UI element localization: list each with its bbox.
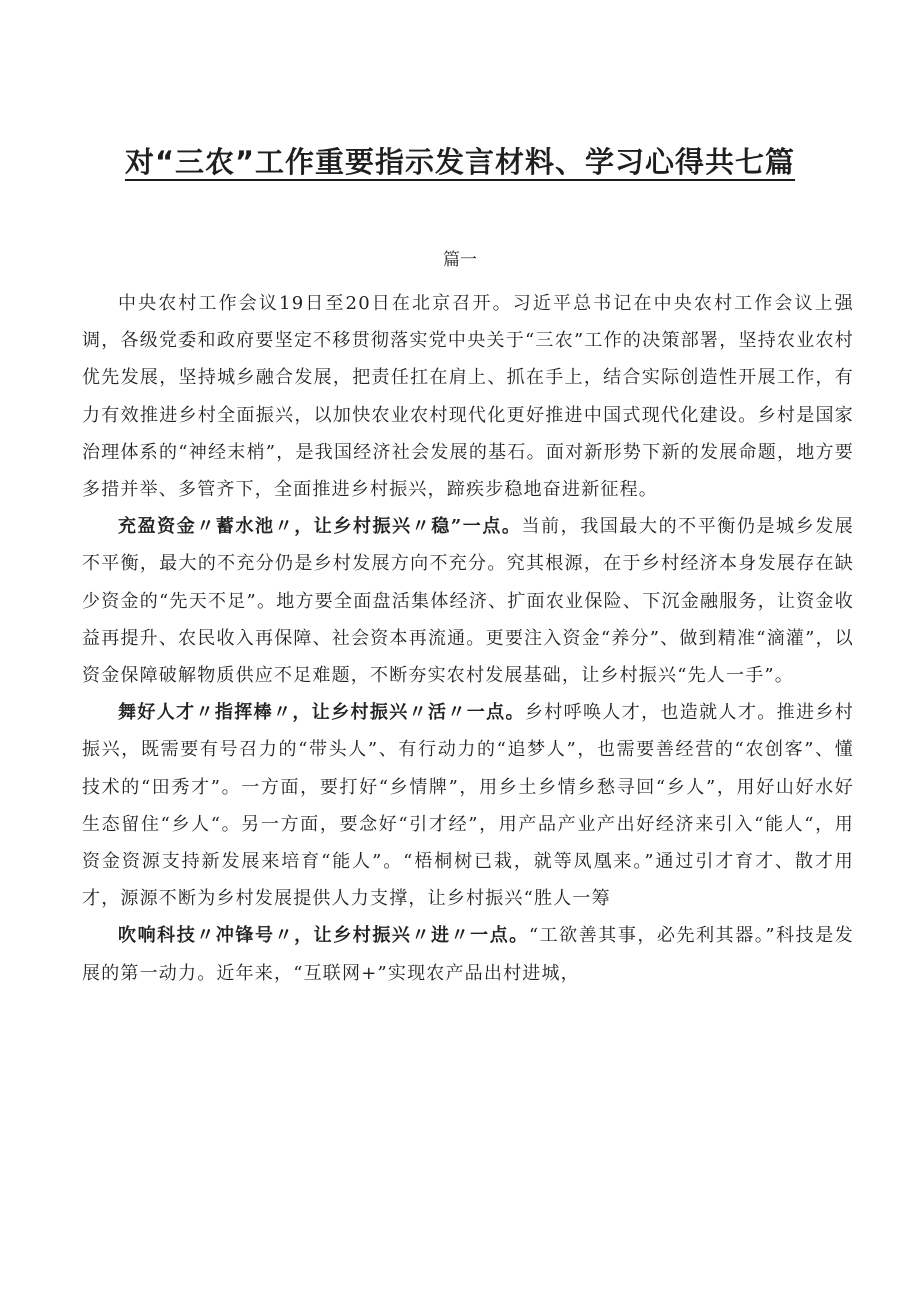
document-body [82,285,854,992]
paragraph-lead: 充盈资金〃蓄水池〃，让乡村振兴〃稳”一点。 [118,516,522,538]
paragraph-text: 乡村呼唤人才，也造就人才。推进乡村振兴，既需要有号召力的“带头人”、有行动力的“追梦人”，也需要善经营的“农创客”、懂技术的“田秀才”。一方面，要打好“乡情牌”，用乡土乡情乡愁寻回“乡人”，用好山好水好生态留住“乡人“。另一方面，要念好“引才经”，用产品产业产出好经济来引入“能人“，用资金资源支持新发展来培育“能人”。“梧桐树已栽，就等凤凰来。”通过引才育才、散才用才，源源不断为乡村发展提供人力支撑，让乡村振兴“胜人一筹 [82,702,854,910]
section-heading: 篇一 [443,250,477,270]
paragraph-4 [82,917,854,991]
document-title: 对“三农”工作重要指示发言材料、学习心得共七篇 [124,145,796,179]
paragraph-3 [82,694,854,917]
paragraph-text: 当前，我国最大的不平衡仍是城乡发展不平衡，最大的不充分仍是乡村发展方向不充分。究其根源，在于乡村经济本身发展存在缺少资金的“先天不足”。地方要全面盘活集体经济、扩面农业保险、下沉金融服务，让资金收益再提升、农民收入再保障、社会资本再流通。更要注入资金“养分”、做到精准“滴灌”，以资金保障破解物质供应不足难题，不断夯实农村发展基础，让乡村振兴“先人一手”。 [82,516,854,687]
paragraph-1 [82,285,854,508]
paragraph-text: “工欲善其事，必先利其器。”科技是发展的第一动力。近年来，“互联网+”实现农产品出村进城， [82,925,854,984]
paragraph-2 [82,508,854,694]
paragraph-text: 中央农村工作会议19日至20日在北京召开。习近平总书记在中央农村工作会议上强调，各级党委和政府要坚定不移贯彻落实党中央关于“三农”工作的决策部署，坚持农业农村优先发展，坚持城乡融合发展，把责任扛在肩上、抓在手上，结合实际创造性开展工作，有力有效推进乡村全面振兴，以加快农业农村现代化更好推进中国式现代化建设。乡村是国家治理体系的“神经末梢”，是我国经济社会发展的基石。面对新形势下新的发展命题，地方要多措并举、多管齐下，全面推进乡村振兴，蹄疾步稳地奋进新征程。 [82,293,854,501]
paragraph-lead: 吹响科技〃冲锋号〃，让乡村振兴〃进〃一点。 [118,925,529,947]
paragraph-lead: 舞好人才〃指挥棒〃，让乡村振兴〃活〃一点。 [118,702,525,724]
